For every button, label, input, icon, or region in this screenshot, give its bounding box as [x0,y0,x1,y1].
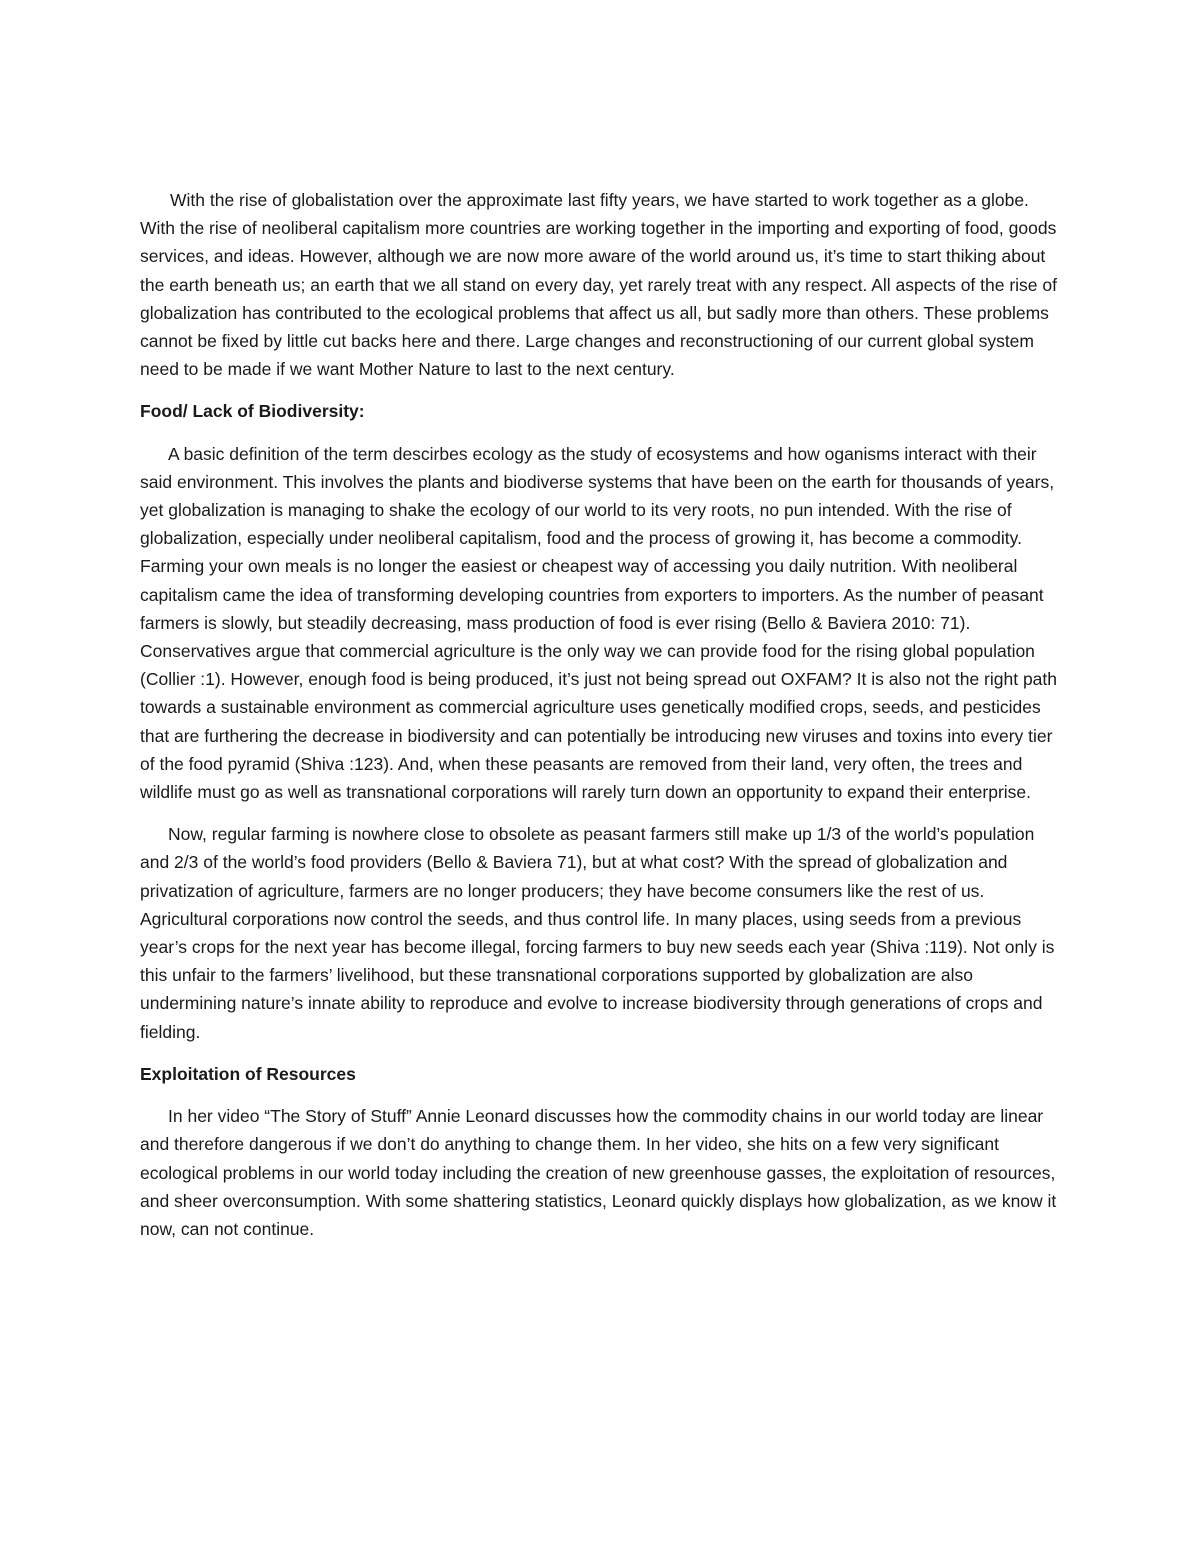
section-heading-exploitation-resources: Exploitation of Resources [140,1063,356,1084]
paragraph-ecology-definition: A basic definition of the term descirbes ecology as the study of ecosystems and how oganisms interact with their said environment. This involves the plants and biodiverse systems that have been on the earth for thousands of years, yet globalization is managing to shake the ecology of our world to its very roots, no pun intended. With the rise of globalization, especially under neoliberal capitalism, food and the process of growing it, has become a commodity. Farming your own meals is no longer the easiest or cheapest way of accessing you daily nutrition. With neoliberal capitalism came the idea of transforming developing countries from exporters to importers. As the number of peasant farmers is slowly, but steadily decreasing, mass production of food is ever rising (Bello & Baviera 2010: 71). Conservatives argue that commercial agriculture is the only way we can provide food for the rising global population (Collier :1). However, enough food is being produced, it’s just not being spread out OXFAM? It is also not the right path towards a sustainable environment as commercial agriculture uses genetically modified crops, seeds, and pesticides that are furthering the decrease in biodiversity and can potentially be introducing new viruses and toxins into every tier of the food pyramid (Shiva :123). And, when these peasants are removed from their land, very often, the trees and wildlife must go as well as transnational corporations will rarely turn down an opportunity to expand their enterprise. [140,443,1058,803]
document-body [140,186,1062,1257]
paragraph-regular-farming: Now, regular farming is nowhere close to obsolete as peasant farmers still make up 1/3 of the world’s population and 2/3 of the world’s food providers (Bello & Baviera 71), but at what cost? With the spread of globalization and privatization of agriculture, farmers are no longer producers; they have become consumers like the rest of us. Agricultural corporations now control the seeds, and thus control life. In many places, using seeds from a previous year’s crops for the next year has become illegal, forcing farmers to buy new seeds each year (Shiva :119). Not only is this unfair to the farmers’ livelihood, but these transnational corporations supported by globalization are also undermining nature’s innate ability to reproduce and evolve to increase biodiversity through generations of crops and fielding. [140,824,1055,1042]
section-heading-food-biodiversity: Food/ Lack of Biodiversity: [140,401,365,422]
intro-paragraph: With the rise of globalistation over the approximate last fifty years, we have started to work together as a globe. With the rise of neoliberal capitalism more countries are working together in the importing and exporting of food, goods services, and ideas. However, although we are now more aware of the world around us, it’s time to start thiking about the earth beneath us; an earth that we all stand on every day, yet rarely treat with any respect. All aspects of the rise of globalization has contributed to the ecological problems that affect us all, but sadly more than others. These problems cannot be fixed by little cut backs here and there. Large changes and reconstructioning of our current global system need to be made if we want Mother Nature to last to the next century. [140,190,1057,380]
paragraph-story-of-stuff: In her video “The Story of Stuff” Annie Leonard discusses how the commodity chains in our world today are linear and therefore dangerous if we don’t do anything to change them. In her video, she hits on a few very significant ecological problems in our world today including the creation of new greenhouse gasses, the exploitation of resources, and sheer overconsumption. With some shattering statistics, Leonard quickly displays how globalization, as we know it now, can not continue. [140,1106,1057,1239]
